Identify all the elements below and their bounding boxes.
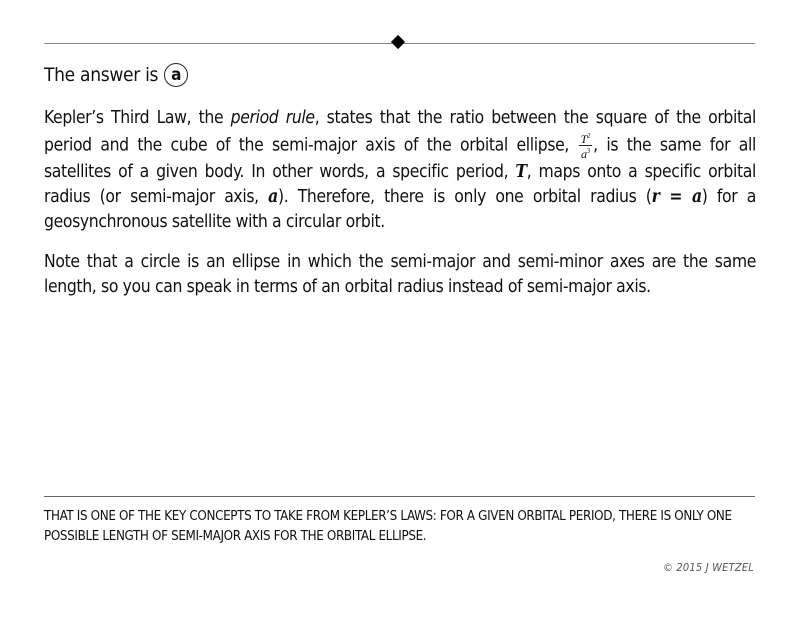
text-span: ) for a geosynchronous satellite with a circular orbit. (44, 187, 756, 232)
denominator-exponent: 3 (586, 147, 590, 155)
text-span: , is the same for all satellites of a given body. In other words, a specific period, (44, 135, 756, 182)
explanation-paragraph (44, 106, 756, 235)
copyright-notice: © 2015 J WETZEL (662, 561, 754, 574)
numerator-exponent: 2 (586, 132, 591, 140)
text-span: , maps onto a specific orbital radius (or semi-major axis, (44, 162, 756, 207)
fraction-denominator: a (580, 147, 587, 161)
variable-a: a (268, 187, 278, 207)
period-rule-term: period rule (230, 108, 315, 128)
text-span: ). Therefore, there is only one orbital radius ( (277, 187, 652, 207)
answer-prefix: The answer is (44, 64, 159, 86)
bottom-divider (44, 496, 755, 497)
text-span: , states that the ratio between the square of the orbital period and the cube of the semi-major axis of the orbital ellipse, (44, 108, 756, 156)
equation-r-equals-a: r = a (651, 187, 702, 207)
fraction-numerator: T (580, 132, 587, 146)
diamond-ornament-icon (391, 35, 405, 49)
text-span: Kepler’s Third Law, the (44, 108, 231, 128)
answer-letter-badge: a (164, 63, 188, 87)
variable-T: T (515, 162, 527, 182)
answer-heading (44, 63, 188, 87)
ratio-fraction (579, 131, 592, 160)
key-concept-summary: THAT IS ONE OF THE KEY CONCEPTS TO TAKE FROM KEPLER’S LAWS: FOR A GIVEN ORBITAL PERIOD, THERE IS ONLY ONE POSSIBLE LENGTH OF SEMI-MAJOR AXIS FOR THE ORBITAL ELLIPSE. (44, 509, 732, 544)
note-paragraph: Note that a circle is an ellipse in which the semi-major and semi-minor axes are the same length, so you can speak in terms of an orbital radius instead of semi-major axis. (44, 252, 756, 297)
